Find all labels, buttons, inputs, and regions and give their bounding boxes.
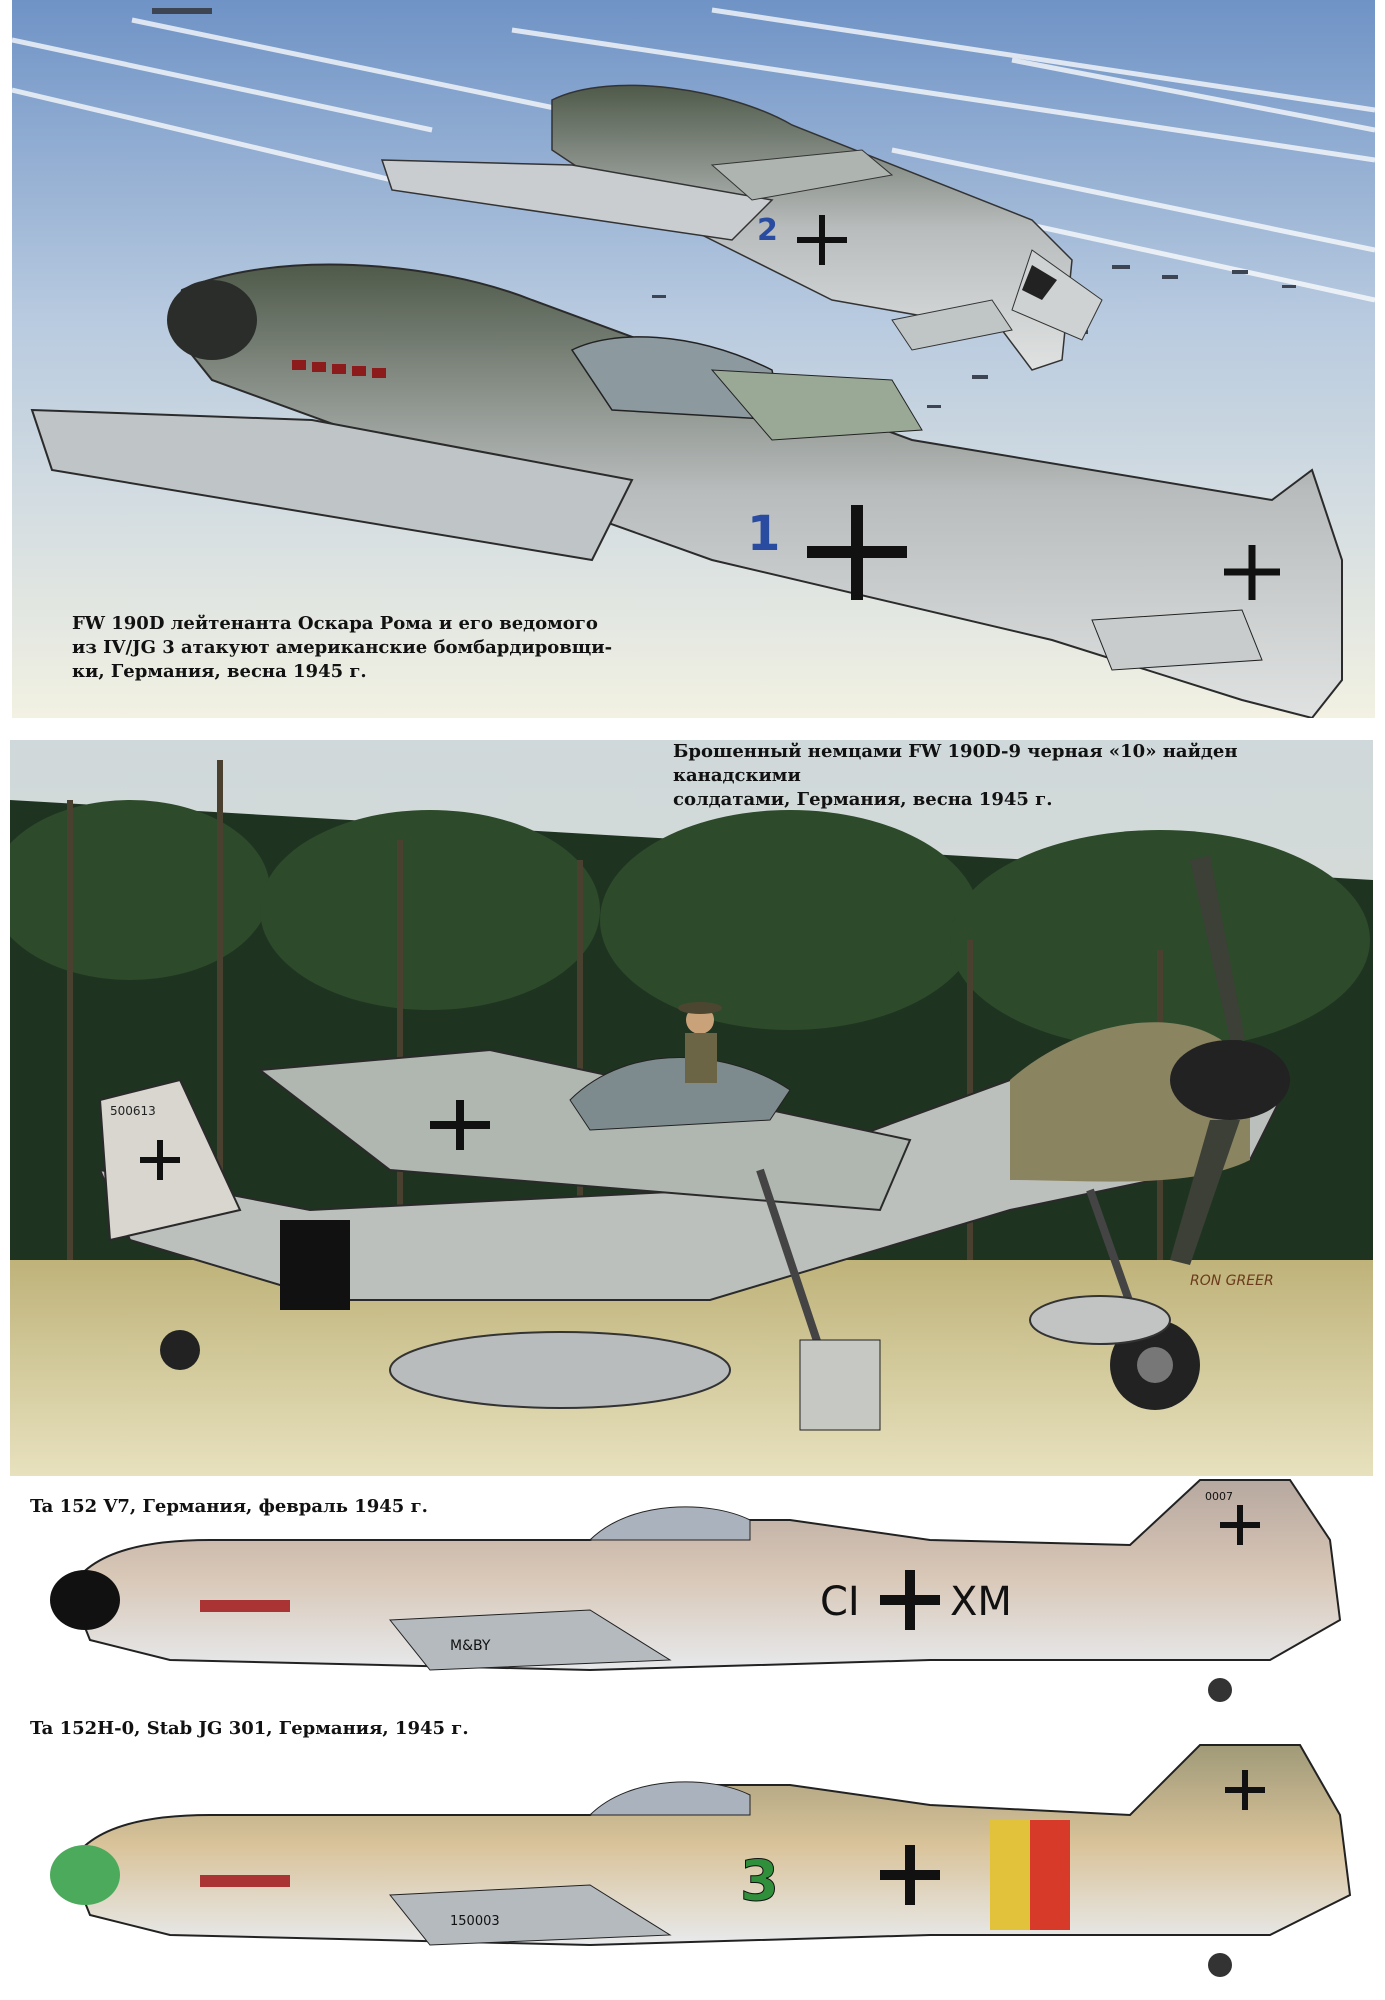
forest-scene xyxy=(10,740,1373,1476)
code-right: XM xyxy=(950,1579,1012,1625)
wing-code: 150003 xyxy=(450,1914,500,1929)
top-caption: FW 190D лейтенанта Оскара Рома и его ведомого из IV/JG 3 атакуют американские бомбардировщи- ки, Германия, весна 1945 г. xyxy=(72,613,613,682)
drop-tank-2 xyxy=(1030,1296,1170,1344)
forest-illustration xyxy=(10,740,1373,1476)
spinner xyxy=(167,280,257,360)
profile1-illustration xyxy=(30,1460,1370,1710)
wingman-number: 2 xyxy=(757,213,778,248)
fuselage-number: 3 xyxy=(740,1849,779,1914)
profile2-caption: Ta 152H-0, Stab JG 301, Германия, 1945 г. xyxy=(30,1718,469,1739)
drop-tank xyxy=(390,1332,730,1408)
middle-caption: Брошенный немцами FW 190D-9 черная «10» найден канадскими солдатами, Германия, весна 1945 г. xyxy=(673,741,1238,810)
lead-number: 1 xyxy=(747,506,781,562)
ta152h0-profile xyxy=(30,1705,1370,1990)
exhaust xyxy=(200,1600,290,1612)
red-band xyxy=(1030,1820,1070,1930)
tail-serial: 500613 xyxy=(110,1104,156,1118)
canopy xyxy=(590,1782,750,1815)
wing-code: M&BY xyxy=(450,1638,491,1654)
tail-number: 0007 xyxy=(1205,1490,1233,1503)
sky-scene xyxy=(12,0,1375,718)
tail-wheel xyxy=(1208,1953,1232,1977)
canopy xyxy=(590,1507,750,1540)
fuselage-band xyxy=(280,1220,350,1310)
sky-illustration xyxy=(12,0,1375,718)
profile2-illustration xyxy=(30,1705,1370,1990)
spinner xyxy=(50,1845,120,1905)
code-left: CI xyxy=(820,1579,860,1625)
spinner xyxy=(50,1570,120,1630)
profile1-caption: Ta 152 V7, Германия, февраль 1945 г. xyxy=(30,1496,428,1517)
yellow-band xyxy=(990,1820,1030,1930)
ta152v7-profile xyxy=(30,1460,1370,1710)
tail-wheel xyxy=(1208,1678,1232,1702)
exhaust xyxy=(200,1875,290,1887)
artist-signature: RON GREER xyxy=(1190,1273,1274,1289)
